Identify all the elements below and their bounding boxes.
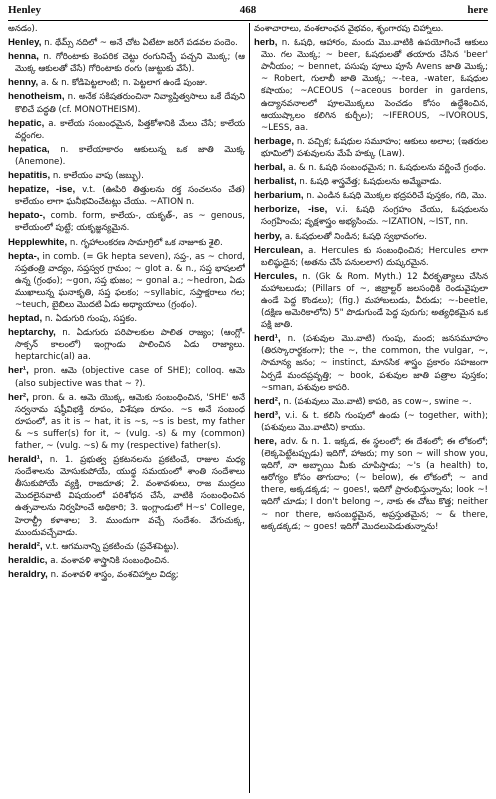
left-column [8,23,245,795]
definition-text: వంశాచారాలు, వంశలాంఛన వైభవం, శృంగారపు చిహ్నాలు. [254,24,444,34]
definition-text: n. ఏడుగురు పరిపాలకుల పాలిత రాజ్యం; (ఆంగ్లో-సాక్సన్ కాలంలో) ఇంగ్లాండు పాలించిన ఏడు రాజ్యాలు. heptarchic(al) aa. [15,328,245,363]
dictionary-entry [8,210,245,234]
dictionary-entry [254,23,488,35]
dictionary-entry [254,436,488,533]
definition-text: a. ఓషధులతో నిండిన; ఓషధి స్వభావంగల. [284,231,427,242]
definition-text: n. ఎండిన ఓషధి మొక్కల భద్రపరిచే పుస్తకం, గది, మొ. [306,191,487,202]
definition-text: n. ఓషధి, ఆహారం, మందు మొ.వాటికి ఉపయోగించే ఆకులు మొ. గల మొక్క; ~ beer, ఓషధులతో తయారు చేసిన 'beer' పానీయం; ~ bennet, పసుపు పూలు పూసే Avens జాతి మొక్క; ~ Robert, గులాబీ జాతి మొక్క; ~-tea, -water, ఓషధుల కషాయం; ~ACEOUS (~aceous border in gardens, ఉద్యానవనాలలో పూలమొక్కలు పెంచడం కోసం ఉద్దేశించిన, ఆయుష్కాలం కలిగిన కుర్చీల); ~IFEROUS, ~IVOROUS, ~LESS, aa. [261,38,488,133]
headword: Hepplewhite, [8,236,68,248]
definition-text: n. (Gk & Rom. Myth.) 12 వీరకృత్యాలు చేసిన మహాబలుడు; (Pillars of ~, జిబ్రాల్టర్ జలసంధికి రెండువైపులా ఉండే పెద్ద కొండలు); (fig.) మహాబలుడు, వీరుడు; ~-beetle, (దక్షిణ అమెరికాలోని) 5" పొడుగుండే పెద్ద పురుగు; అత్యధికమైన ఒక పక్షి జాతి. [261,271,488,331]
page-number: 468 [239,4,257,16]
definition-text: n. అనేక సకిషతరుంచినా నివ్యాప్తిత్వసాలు ఒకే దేవుని కొలిచే పద్ధతి (cf. MONOTHEISM). [15,92,245,115]
definition-text: v.t. (ఊపిరి తిత్తులను రక్త సంచలనం చేత) కాలేయం లాగా ఘనీభవించేటట్లు చేయు. ~ATION n. [15,185,245,208]
headword: herby, [254,230,283,242]
dictionary-entry [8,313,245,325]
definition-text: n. వంశావళి శాస్త్రం, వంశచిహ్నాల విద్య; [50,569,179,580]
definition-text: v.i. & t. కలిసి గుంపులో ఉండు (~ together, with); (పశువులు మొ.వాటిని) కాయు. [261,410,488,433]
headword: her¹, [8,365,29,377]
headword: here, [254,436,277,447]
dictionary-entry [8,541,245,553]
headword: Herculean, [254,244,304,256]
definition-text: a. Hercules కు సంబంధించిన; Hercules లాగా బలిష్ఠుడైన; (అతను చేసే పనులలాగ) దుష్కరమైన. [261,245,488,268]
headword: Henley, [8,37,42,49]
dictionary-entry [8,23,245,35]
dictionary-entry [254,231,488,243]
header-guide-word-left: Henley [8,4,41,16]
dictionary-entry [254,396,488,408]
dictionary-entry [254,176,488,188]
dictionary-entry [8,327,245,363]
headword: hepatitis, [8,170,51,182]
right-column [254,23,488,795]
definition-text: n. గోరింటాకు కెంపరిక చెట్టు రంగునిచ్చే పచ్చని మొక్క; (ఆ మొక్క ఆకులతో చేసే) గోరింటాకు రంగు (జుట్టుకు వేసే). [15,52,245,75]
dictionary-entry [254,204,488,228]
dictionary-entry [8,144,245,168]
headword: heptarchy, [8,327,56,339]
dictionary-entry [8,51,245,75]
definition-text: a. & n. ఓషధి సంబంధమైన; n. ఓషధులను వర్ణించే గ్రంథం. [288,163,487,174]
dictionary-entry [254,162,488,174]
headword: heraldry, [8,568,48,580]
definition-text: a. & n. కోడిపెట్టలాంటి; n. పెట్టలాగ ఉండే పుంజు. [40,78,208,89]
definition-text: అనడం). [8,24,38,34]
headword: herbalist, [254,176,297,188]
dictionary-entry [8,555,245,567]
headword: herd¹, [254,333,281,345]
dictionary-entry [8,365,245,389]
headword: herborize, -ise, [254,204,328,216]
dictionary-entry [8,237,245,249]
definition-text: v.t. ఆగమనాన్ని ప్రకటించు (ప్రవేశపెట్టు). [45,541,180,552]
headword: hepatica, [8,143,50,155]
headword: heraldic, [8,554,48,566]
dictionary-entry [8,118,245,142]
headword: herd³, [254,409,281,421]
page-header [8,4,488,18]
dictionary-entry [8,454,245,539]
definition-text: adv. & n. 1. ఇక్కడ, ఈ స్థలంలో; ఈ దేశంలో; ఈ లోకంలో; (లెక్కపెట్టేటప్పుడు) ఇదిగో, హాజరు; my son ~ will show you, ఇదిగో, నా అబ్బాయి మీకు చూపిస్తాడు; ~'s (a health) to, ఆరోగ్యం కోసం తాగుదాం; (~ below), ఈ లోకంలో; ~ and there, అక్కడక్కడ; ~ goes!, ఇదిగో ప్రారంభిస్తున్నాను; look ~! ఇదిగో చూడు; I don't belong ~, నాకు ఈ చోటు కొత్త; neither ~ nor there, అసంబద్ధమైన, అప్రస్తుతమైన; ~ & there, అక్కడక్కడ; ~ goes! ఇదిగో మొదలుపెడుతున్నాను! [261,437,488,532]
headword: herbarium, [254,190,304,202]
dictionary-entry [8,170,245,182]
dictionary-entry [254,333,488,393]
definition-text: n. థేమ్స్ నదిలో ~ అనే చోట ఏటేటా జరిగే పడవల పందెం. [44,38,238,49]
definition-text: a. కాలేయ సంబంధమైన, పిత్తకోశానికి మేలు చేసే; కాలేయ వర్ణంగల. [15,118,245,141]
definition-text: n. కాలేయాకారం ఆకులున్న ఒక జాతి మొక్క (Anemone). [15,144,245,167]
dictionary-entry [254,136,488,160]
dictionary-entry [8,37,245,49]
headword: her², [8,391,29,403]
definition-text: n. ఓషధి శాస్త్రవేత్త; ఓషధులను అమ్మేవాడు. [299,177,442,188]
headword: herb, [254,37,278,49]
headword: hepatic, [8,117,45,129]
headword: herbal, [254,162,286,174]
dictionary-entry [254,271,488,331]
definition-text: v.i. ఓషధి సంగ్రహం చేయు, ఓషధులను సంగ్రహించు; వృక్షశాస్త్రం అభ్యసించు. ~IZATION, ~IST, nn. [261,205,488,228]
headword: herald¹, [8,454,43,466]
definition-text: n. గృహాలంకరణ సామాగ్రిలో ఒక నాజూకు శైలి. [69,237,223,248]
definition-text: n. 1. ప్రభుత్వ ప్రకటనలను ప్రకటించే, రాజుల మధ్య సందేశాలను మోసుకుపోయే, యుద్ధ సమయంలో శాంతి సందేశాలు తీసుకుపోయే వ్యక్తి, రాజదూత; 2. వంశావళులు, రాజ ముద్రలు మొదలైనవాటి విషయంలో పరిశోధన చేసే, వాటికి సంబంధించిన ఉత్సవాలను నిర్వహించే అధికారి; 3. ఇంగ్లాండులో H~s' College, హెరాల్డ్రీ కళాశాల; 3. ముందుగా వచ్చే సందేశం. వేగుచుక్క, ముందువచ్చేవాడు. [15,455,245,538]
dictionary-entry [8,251,245,311]
definition-text: n. పచ్చిక; ఓషధుల సమూహం; ఆకులు అలాల; (ఇతరుల భూమిలో) పశువులను మేపే హక్కు (Law). [261,136,488,159]
definition-text: a. వంశావళి శాస్త్రానికి సంబంధించిన. [50,555,170,566]
definition-text: n. కాలేయం వాపు (జబ్బు). [52,171,144,182]
dictionary-entry [8,77,245,89]
definition-text: pron. & a. ఆమె యొక్క, ఆమెకు సంబంధించిన, 'SHE' అనే సర్వనామ షష్ఠీవిభక్తి రూపం, విశేషణ రూపం. ~s అనే సంబంధ రూపంలో, as it is ~ hat, it is ~s, ~s is best, my father & ~s suffer(s) for it, ~ (vulg. -s) & my (common) father, ~ (vulg. ~s) & my (respective) father(s). [15,392,245,451]
dictionary-entry [8,392,245,452]
definition-text: in comb. (= Gk hepta seven), సప్త-, as ~ chord, సప్తతంత్రి వాద్యం, సప్తస్వర గ్రామం; ~ glot a. & n., సప్త భాషలలో ఉన్న (గ్రంథం); ~gon, సప్త భుజం; ~ gonal a.; ~hedron, ఏడు ముఖాలున్న ఘనాకృతి, సప్త ఫలకం; ~syllabic, సప్తాక్షరాలు గల; ~teuch, బైబిలు మొదటి ఏడు అధ్యాయాలు (గ్రంథం). [15,251,245,310]
definition-text: n. (పశువులు మొ.వాటి) కాపరి, as cow~, swine ~. [283,396,472,407]
header-guide-word-right: here [467,4,488,16]
headword: henny, [8,77,39,89]
headword: hepato-, [8,210,46,222]
definition-text: n. ఏడుగురి గుంపు, సప్తకం. [44,314,138,325]
definition-text: comb. form, కాలేయ-, యకృత్-, as ~ genous, కాలేయంలో పుట్టే; యకృజ్జన్యమైన. [15,211,245,234]
definition-text: pron. ఆమె (objective case of SHE); colloq. ఆమె (also subjective was that ~ ?). [15,366,245,389]
dictionary-entry [254,245,488,269]
headword: herald², [8,540,43,552]
column-divider [249,23,250,793]
headword: herd², [254,395,281,407]
headword: Hercules, [254,270,298,282]
dictionary-entry [254,37,488,134]
dictionary-entry [8,184,245,208]
headword: hepatize, -ise, [8,184,76,196]
headword: hepta-, [8,250,40,262]
definition-text: n. (పశువుల మొ.వాటి) గుంపు, మంద; జనసమూహం (తిరస్కారార్థకంగా); the ~, the common, the vulgar, ~, సామాన్య జనం; ~ instinct, మానసిక శాస్త్రం ప్రకారం సహజంగా ఏర్పడే మందప్రవృత్తి; ~ book, పశువుల జాతి పత్రాల పుస్తకం; ~sman, పశువుల కాపరి. [261,334,488,393]
header-rule [8,20,488,21]
dictionary-entry [254,190,488,202]
dictionary-entry [8,569,245,581]
headword: herbage, [254,135,294,147]
headword: henotheism, [8,91,65,103]
headword: henna, [8,51,39,63]
dictionary-entry [8,91,245,115]
headword: heptad, [8,313,43,325]
dictionary-entry [254,410,488,434]
